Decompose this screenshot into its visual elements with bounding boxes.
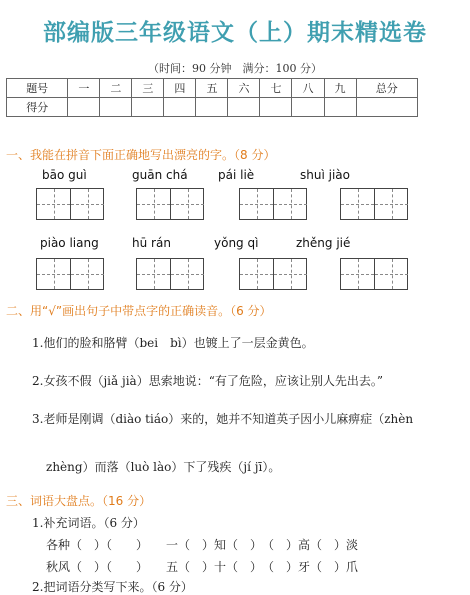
score-header-cell: 六 (228, 79, 260, 98)
score-cell[interactable] (68, 98, 100, 117)
score-cell[interactable] (356, 98, 417, 117)
pinyin-label: pái liè (218, 168, 255, 182)
score-table-header-row (7, 79, 418, 98)
pinyin-label: hū rán (132, 236, 171, 250)
score-cell[interactable] (292, 98, 324, 117)
fill-in-line-2[interactable]: 秋风（ ）（ ） 五（ ）十（ ） （ ）牙（ ）爪 (46, 560, 359, 574)
score-row-label: 得分 (7, 98, 68, 117)
score-header-cell: 总分 (356, 79, 417, 98)
section1-heading: 一、我能在拼音下面正确地写出漂亮的字。（8 分） (6, 148, 276, 162)
score-cell[interactable] (196, 98, 228, 117)
pinyin-label: bāo guì (42, 168, 87, 182)
score-header-cell: 三 (132, 79, 164, 98)
writing-grid[interactable] (239, 258, 307, 290)
pinyin-label: guān chá (132, 168, 188, 182)
score-header-cell: 七 (260, 79, 292, 98)
question-2-1: 1.他们的脸和胳臂（bei bì）也镀上了一层金黄色。 (32, 336, 314, 350)
score-table (6, 78, 418, 117)
score-header-cell: 五 (196, 79, 228, 98)
score-header-cell: 四 (164, 79, 196, 98)
page-title: 部编版三年级语文（上）期末精选卷 (43, 20, 427, 46)
section2-heading: 二、用“√”画出句子中带点字的正确读音。（6 分） (6, 304, 272, 318)
score-header-cell: 二 (100, 79, 132, 98)
pinyin-label: zhěng jié (296, 236, 351, 250)
subquestion-3-2: 2.把词语分类写下来。（6 分） (32, 580, 193, 594)
question-2-3: 3.老师是刚调（diào tiáo）来的，她并不知道英子因小儿麻痹症（zhèn (32, 412, 414, 426)
writing-grid[interactable] (36, 188, 104, 220)
score-header-cell: 题号 (7, 79, 68, 98)
score-cell[interactable] (100, 98, 132, 117)
score-table-score-row (7, 98, 418, 117)
score-header-cell: 九 (324, 79, 356, 98)
score-cell[interactable] (228, 98, 260, 117)
score-header-cell: 一 (68, 79, 100, 98)
score-cell[interactable] (260, 98, 292, 117)
pinyin-label: piào liang (40, 236, 99, 250)
exam-info: （时间：90 分钟 满分：100 分） (148, 62, 322, 75)
writing-grid[interactable] (36, 258, 104, 290)
fill-in-line-1[interactable]: 各种（ ）（ ） 一（ ）知（ ） （ ）高（ ）淡 (46, 538, 359, 552)
writing-grid[interactable] (340, 258, 408, 290)
writing-grid[interactable] (239, 188, 307, 220)
writing-grid[interactable] (136, 258, 204, 290)
score-cell[interactable] (164, 98, 196, 117)
writing-grid[interactable] (136, 188, 204, 220)
score-cell[interactable] (324, 98, 356, 117)
score-header-cell: 八 (292, 79, 324, 98)
section3-heading: 三、词语大盘点。（16 分） (6, 494, 152, 508)
pinyin-label: shuì jiào (300, 168, 350, 182)
question-2-3-continued: zhèng）而落（luò lào）下了残疾（jí jī）。 (46, 460, 281, 474)
question-2-2: 2.女孩不假（jiǎ jià）思索地说：“有了危险，应该让别人先出去。” (32, 374, 383, 388)
pinyin-label: yǒng qì (214, 236, 259, 250)
score-cell[interactable] (132, 98, 164, 117)
writing-grid[interactable] (340, 188, 408, 220)
subquestion-3-1: 1.补充词语。（6 分） (32, 516, 145, 530)
